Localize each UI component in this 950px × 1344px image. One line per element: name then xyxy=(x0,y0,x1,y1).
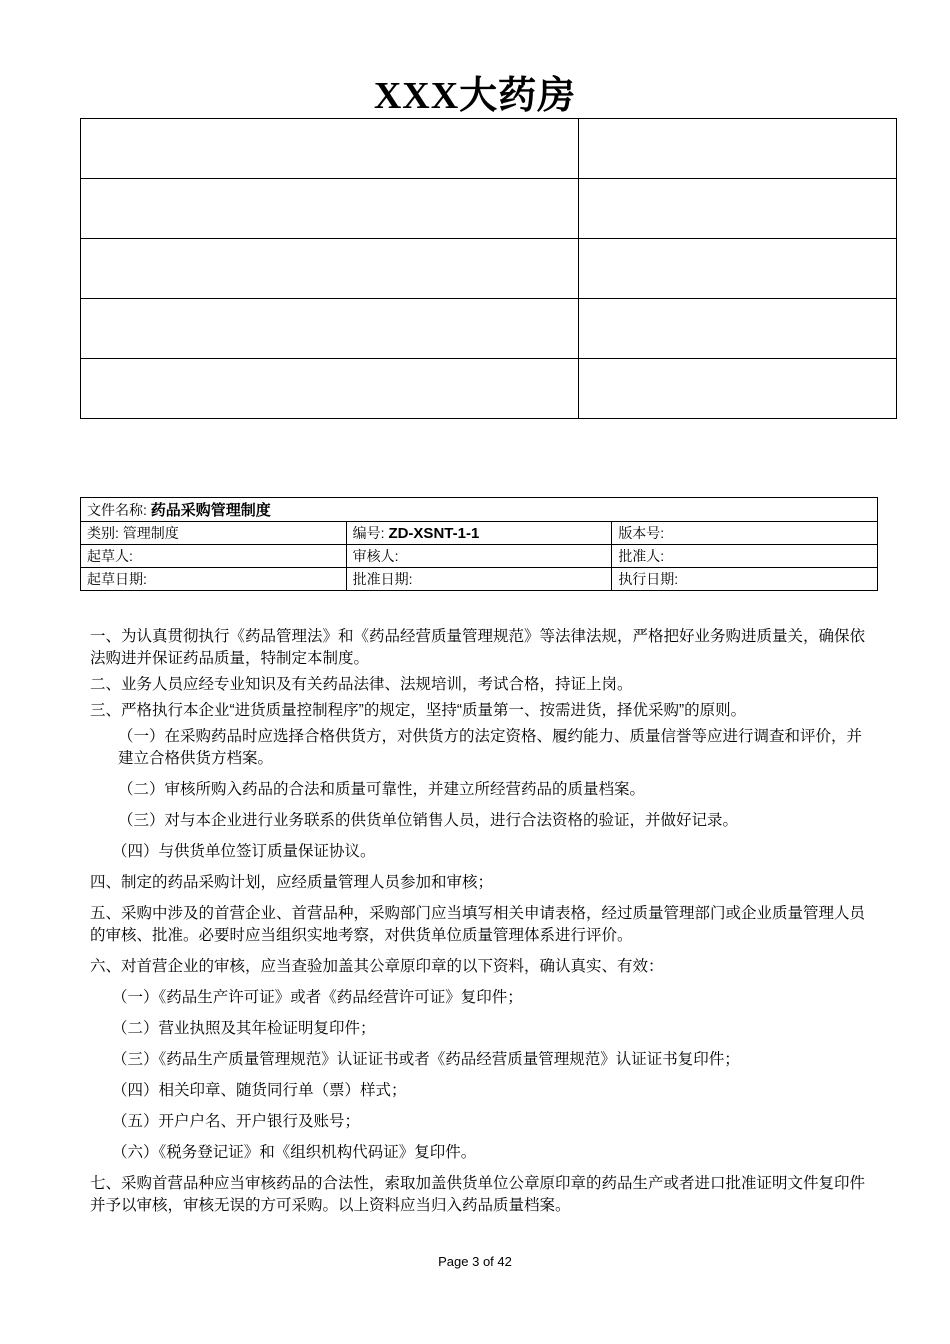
table-row xyxy=(81,119,897,179)
body-subparagraph: （六）《税务登记证》和《组织机构代码证》复印件。 xyxy=(112,1144,477,1161)
body-subparagraph: （一）在采购药品时应选择合格供货方，对供货方的法定资格、履约能力、质量信誉等应进行调查和评价，并建立合格供货方档案。 xyxy=(118,728,863,767)
drafter-label: 起草人: xyxy=(87,548,133,564)
body-paragraph: 四、制定的药品采购计划，应经质量管理人员参加和审核； xyxy=(90,874,494,891)
document-info-table xyxy=(80,497,878,591)
body-subparagraph: （三）对与本企业进行业务联系的供货单位销售人员，进行合法资格的验证，并做好记录。 xyxy=(118,812,739,829)
approve-date-label: 批准日期: xyxy=(352,571,413,587)
doc-number-label: 编号: xyxy=(352,525,389,541)
blank-cell xyxy=(578,359,896,419)
body-paragraph: 一、为认真贯彻执行《药品管理法》和《药品经营质量管理规范》等法律法规，严格把好业务购进质量关，确保依法购进并保证药品质量，特制定本制度。 xyxy=(90,628,866,667)
approver-cell xyxy=(612,545,878,568)
body-paragraph: 五、采购中涉及的首营企业、首营品种，采购部门应当填写相关申请表格，经过质量管理部门或企业质量管理人员的审核、批准。必要时应当组织实地考察，对供货单位质量管理体系进行评价。 xyxy=(90,905,866,944)
page-number: Page 3 of 42 xyxy=(438,1254,512,1269)
table-row xyxy=(81,179,897,239)
body-paragraph: 三、严格执行本企业“进货质量控制程序”的规定，坚持“质量第一、按需进货，择优采购”的原则。 xyxy=(90,702,747,719)
body-subparagraph: （二）营业执照及其年检证明复印件； xyxy=(112,1020,376,1037)
table-row xyxy=(81,568,878,591)
blank-cell xyxy=(578,179,896,239)
file-name-label: 文件名称: xyxy=(87,502,151,518)
execute-date-label: 执行日期: xyxy=(618,571,679,587)
blank-cell xyxy=(81,299,579,359)
reviewer-cell xyxy=(346,545,612,568)
category-label: 类别: xyxy=(87,525,123,541)
table-row xyxy=(81,522,878,545)
body-paragraph: 二、业务人员应经专业知识及有关药品法律、法规培训，考试合格，持证上岗。 xyxy=(90,676,633,693)
execute-date-cell xyxy=(612,568,878,591)
reviewer-label: 审核人: xyxy=(352,548,399,564)
draft-date-cell xyxy=(81,568,347,591)
approver-label: 批准人: xyxy=(618,548,665,564)
body-subparagraph: （三）《药品生产质量管理规范》认证证书或者《药品经营质量管理规范》认证证书复印件； xyxy=(112,1051,740,1068)
table-row xyxy=(81,239,897,299)
table-row xyxy=(81,359,897,419)
body-paragraph: 六、对首营企业的审核，应当查验加盖其公章原印章的以下资料，确认真实、有效： xyxy=(90,958,664,975)
page-title: XXX大药房 xyxy=(373,75,577,117)
blank-cell xyxy=(578,299,896,359)
body-subparagraph: （四）与供货单位签订质量保证协议。 xyxy=(112,843,376,860)
doc-number-cell xyxy=(346,522,612,545)
version-label: 版本号: xyxy=(618,525,665,541)
body-paragraph: 七、采购首营品种应当审核药品的合法性，索取加盖供货单位公章原印章的药品生产或者进口批准证明文件复印件并予以审核，审核无误的方可采购。以上资料应当归入药品质量档案。 xyxy=(90,1175,866,1214)
body-subparagraph: （四）相关印章、随货同行单（票）样式； xyxy=(112,1082,407,1099)
document-body xyxy=(90,626,873,1226)
body-subparagraph: （一）《药品生产许可证》或者《药品经营许可证》复印件； xyxy=(112,989,523,1006)
category-value: 管理制度 xyxy=(122,525,179,541)
body-subparagraph: （五）开户户名、开户银行及账号； xyxy=(112,1113,361,1130)
blank-cell xyxy=(578,119,896,179)
table-row xyxy=(81,498,878,522)
blank-cell xyxy=(81,119,579,179)
version-cell xyxy=(612,522,878,545)
approve-date-cell xyxy=(346,568,612,591)
doc-number-value: ZD-XSNT-1-1 xyxy=(388,525,480,542)
blank-cell xyxy=(81,179,579,239)
table-row xyxy=(81,545,878,568)
category-cell xyxy=(81,522,347,545)
blank-header-table xyxy=(80,118,897,419)
draft-date-label: 起草日期: xyxy=(87,571,147,587)
file-name-value: 药品采购管理制度 xyxy=(150,502,271,519)
drafter-cell xyxy=(81,545,347,568)
blank-cell xyxy=(81,359,579,419)
blank-cell xyxy=(578,239,896,299)
file-name-cell xyxy=(81,498,878,522)
body-subparagraph: （二）审核所购入药品的合法和质量可靠性，并建立所经营药品的质量档案。 xyxy=(118,781,646,798)
blank-cell xyxy=(81,239,579,299)
table-row xyxy=(81,299,897,359)
